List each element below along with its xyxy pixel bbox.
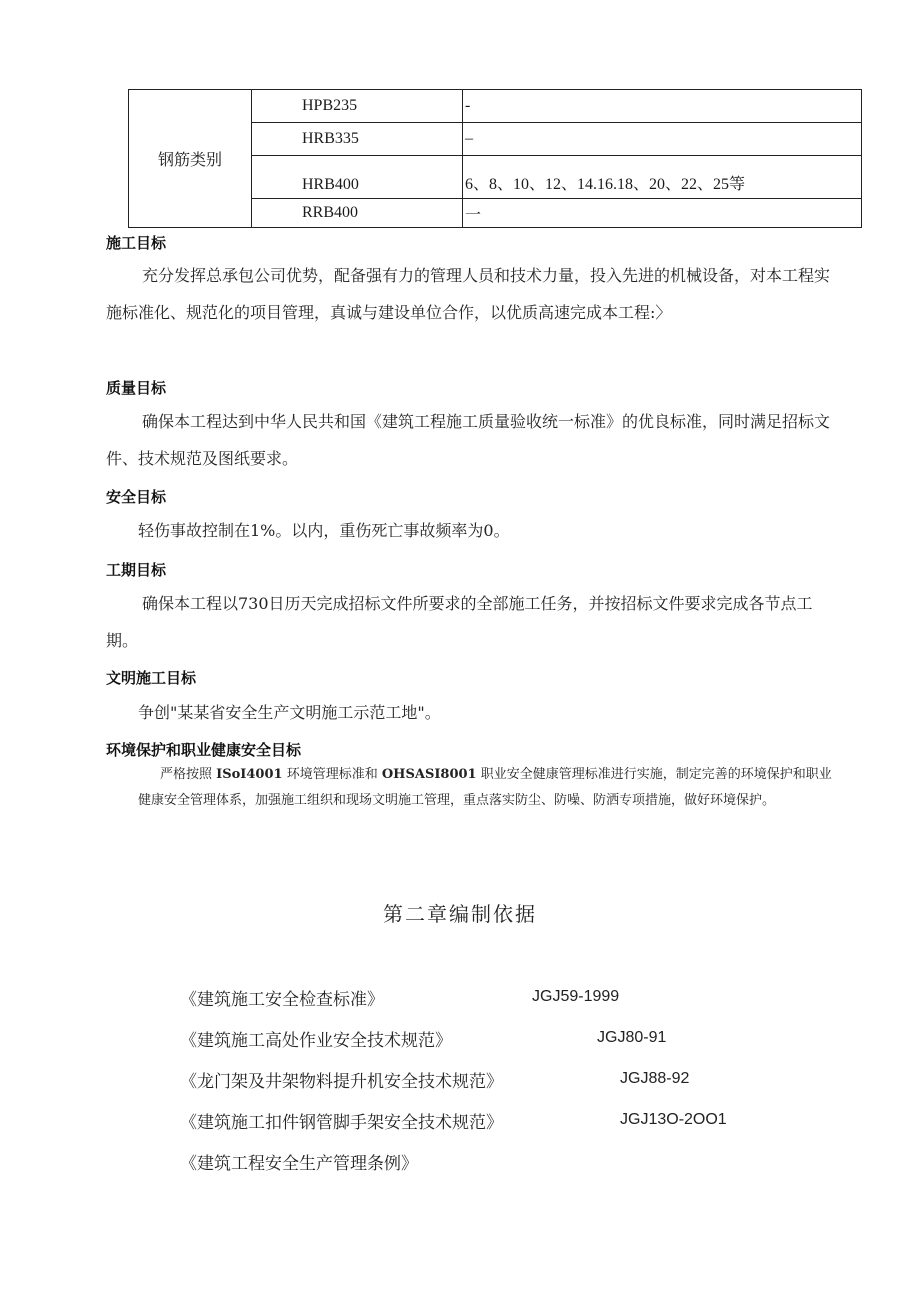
env-goal-text <box>138 762 838 814</box>
quality-goal-heading: 质量目标 <box>106 379 167 397</box>
ohsas-standard: OHSASI8001 <box>381 767 477 782</box>
rebar-grade: HPB235 <box>252 90 463 123</box>
safety-goal-text: 轻伤事故控制在1%。以内，重伤死亡事故频率为0。 <box>138 521 510 540</box>
rebar-category-table <box>128 89 862 228</box>
rebar-category-label: 钢筋类别 <box>129 90 252 228</box>
reference-code: JGJ88-92 <box>620 1070 690 1087</box>
rebar-grade: HRB400 <box>252 156 463 199</box>
schedule-goal-heading: 工期目标 <box>106 561 167 579</box>
reference-code: JGJ59-1999 <box>532 988 620 1005</box>
construction-goal-text: 充分发挥总承包公司优势，配备强有力的管理人员和技术力量，投入先进的机械设备，对本工程实施标准化、规范化的项目管理，真诚与建设单位合作，以优质高速完成本工程:〉 <box>106 266 831 322</box>
rebar-grade: RRB400 <box>252 199 463 228</box>
construction-goal-heading: 施工目标 <box>106 234 167 252</box>
reference-code: JGJ80-91 <box>597 1029 667 1046</box>
reference-code: JGJ13O-2OO1 <box>620 1111 727 1128</box>
safety-goal-heading: 安全目标 <box>106 488 167 506</box>
rebar-spec: – <box>463 123 862 156</box>
reference-name: 《建筑施工高处作业安全技术规范》 <box>180 1031 452 1051</box>
reference-name: 《建筑工程安全生产管理条例》 <box>180 1154 418 1174</box>
reference-name: 《龙门架及井架物料提升机安全技术规范》 <box>180 1072 503 1092</box>
rebar-spec: 一 <box>463 199 862 228</box>
civilized-goal-heading: 文明施工目标 <box>106 669 197 687</box>
rebar-spec: - <box>463 90 862 123</box>
civilized-goal-text: 争创"某某省安全生产文明施工示范工地"。 <box>138 703 441 722</box>
env-text-a: 严格按照 <box>160 767 213 782</box>
rebar-grade: HRB335 <box>252 123 463 156</box>
env-text-c: 职业安全健康管理标准进行实施，制定完善的环境保护和职业健康安全管理体系，加强施工组织和现场文明施工管理，重点落实防尘、防噪、防洒专项措施，做好环境保护。 <box>138 767 832 808</box>
table-row <box>129 90 862 123</box>
reference-name: 《建筑施工扣件钢管脚手架安全技术规范》 <box>180 1113 503 1133</box>
env-goal-heading: 环境保护和职业健康安全目标 <box>106 741 302 759</box>
iso-standard: ISoI4001 <box>216 767 283 782</box>
rebar-spec: 6、8、10、12、14.16.18、20、22、25等 <box>463 156 862 199</box>
chapter-title: 第二章编制依据 <box>383 902 537 926</box>
quality-goal-text: 确保本工程达到中华人民共和国《建筑工程施工质量验收统一标准》的优良标准，同时满足招标文件、技术规范及图纸要求。 <box>106 412 831 468</box>
reference-name: 《建筑施工安全检查标准》 <box>180 990 384 1010</box>
env-text-b: 环境管理标准和 <box>286 767 378 782</box>
schedule-goal-text: 确保本工程以730日历天完成招标文件所要求的全部施工任务，并按招标文件要求完成各节点工期。 <box>106 594 813 650</box>
